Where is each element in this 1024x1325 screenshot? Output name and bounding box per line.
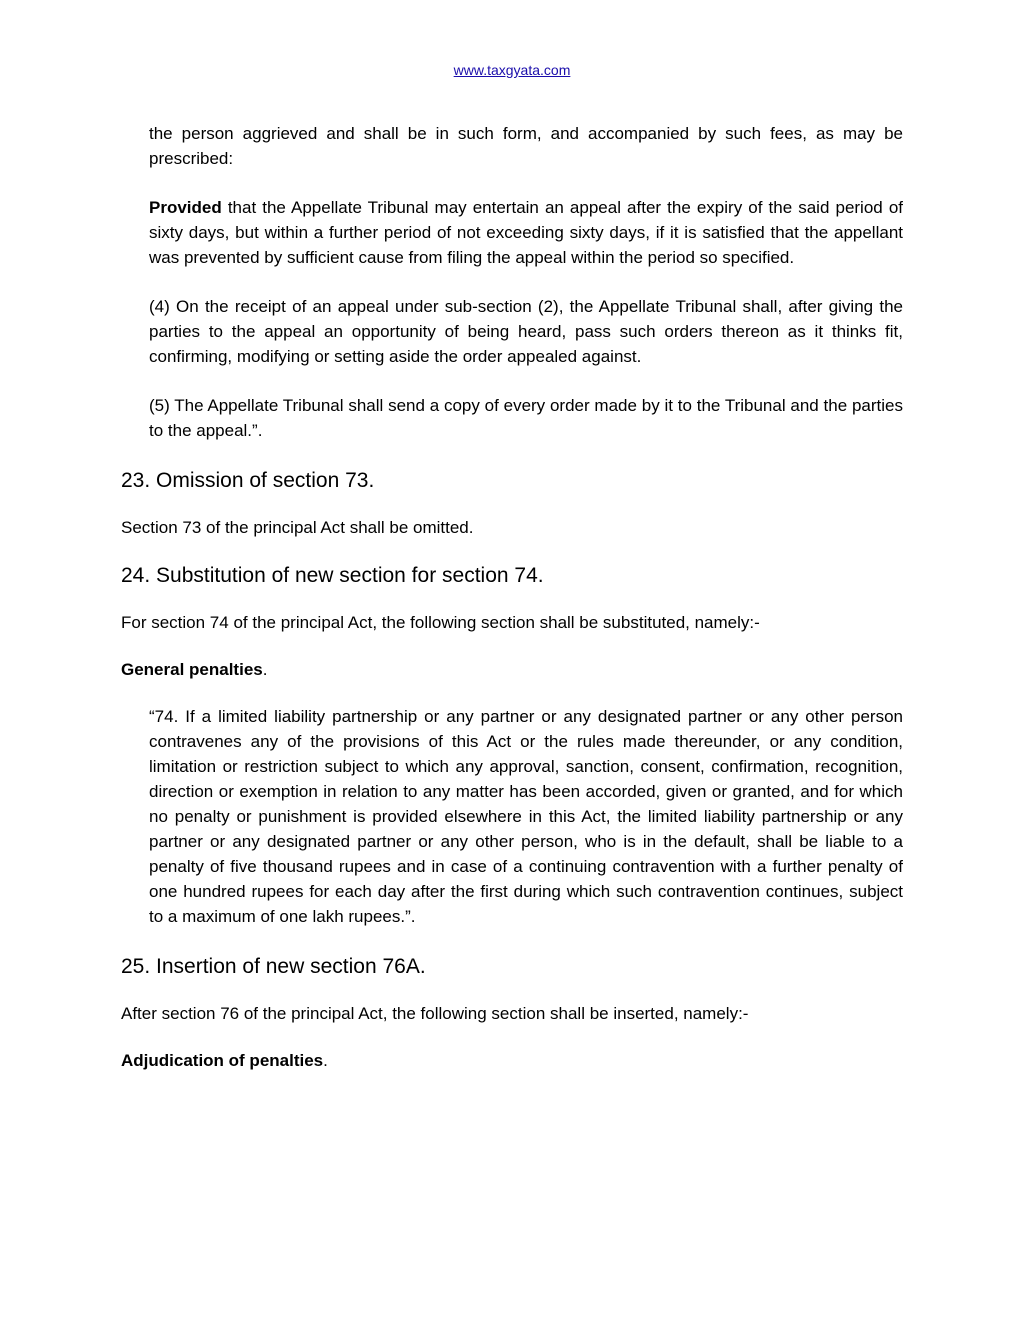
label-period-2: . [323,1051,328,1070]
paragraph-proviso [149,195,903,270]
proviso-label: Provided [149,198,222,217]
section-23-heading: 23. Omission of section 73. [121,469,375,492]
general-penalties-label: General penalties [121,660,263,679]
section-23-body: Section 73 of the principal Act shall be omitted. [121,518,474,537]
paragraph-subsection-4: (4) On the receipt of an appeal under sub-section (2), the Appellate Tribunal shall, after giving the parties to the appeal an opportunity of being heard, pass such orders thereon as it thinks fit, confirming, modifying or setting aside the order appealed against. [149,297,903,366]
section-25-heading: 25. Insertion of new section 76A. [121,955,426,978]
section-24-heading: 24. Substitution of new section for section 74. [121,564,544,587]
proviso-text: that the Appellate Tribunal may entertain an appeal after the expiry of the said period of sixty days, but within a further period of not exceeding sixty days, if it is satisfied that the appellant was prevented by sufficient cause from filing the appeal within the period so specified. [149,198,903,267]
section-24-label [121,657,903,682]
section-74-quote: “74. If a limited liability partnership or any partner or any designated partner or any other person contravenes any of the provisions of this Act or the rules made thereunder, or any condition, limitation or restriction subject to which any approval, sanction, consent, confirmation, recognition, direction or exemption in relation to any matter has been accorded, given or granted, and for which no penalty or punishment is provided elsewhere in this Act, the limited liability partnership or any partner or any designated partner or any other person, who is in the default, shall be liable to a penalty of five thousand rupees and in case of a continuing contravention with a further penalty of one hundred rupees for each day after the first during which such contravention continues, subject to a maximum of one lakh rupees.”. [149,707,903,926]
site-link[interactable]: www.taxgyata.com [453,62,571,78]
section-25-body: After section 76 of the principal Act, the following section shall be inserted, namely:- [121,1004,749,1023]
document-body [121,121,903,1095]
section-25-label [121,1048,903,1073]
section-24-body: For section 74 of the principal Act, the following section shall be substituted, namely:- [121,613,760,632]
paragraph-aggrieved: the person aggrieved and shall be in such form, and accompanied by such fees, as may be prescribed: [149,124,903,168]
label-period: . [262,660,268,679]
paragraph-subsection-5: (5) The Appellate Tribunal shall send a copy of every order made by it to the Tribunal and the parties to the appeal.”. [149,396,903,440]
adjudication-label: Adjudication of penalties [121,1051,324,1070]
